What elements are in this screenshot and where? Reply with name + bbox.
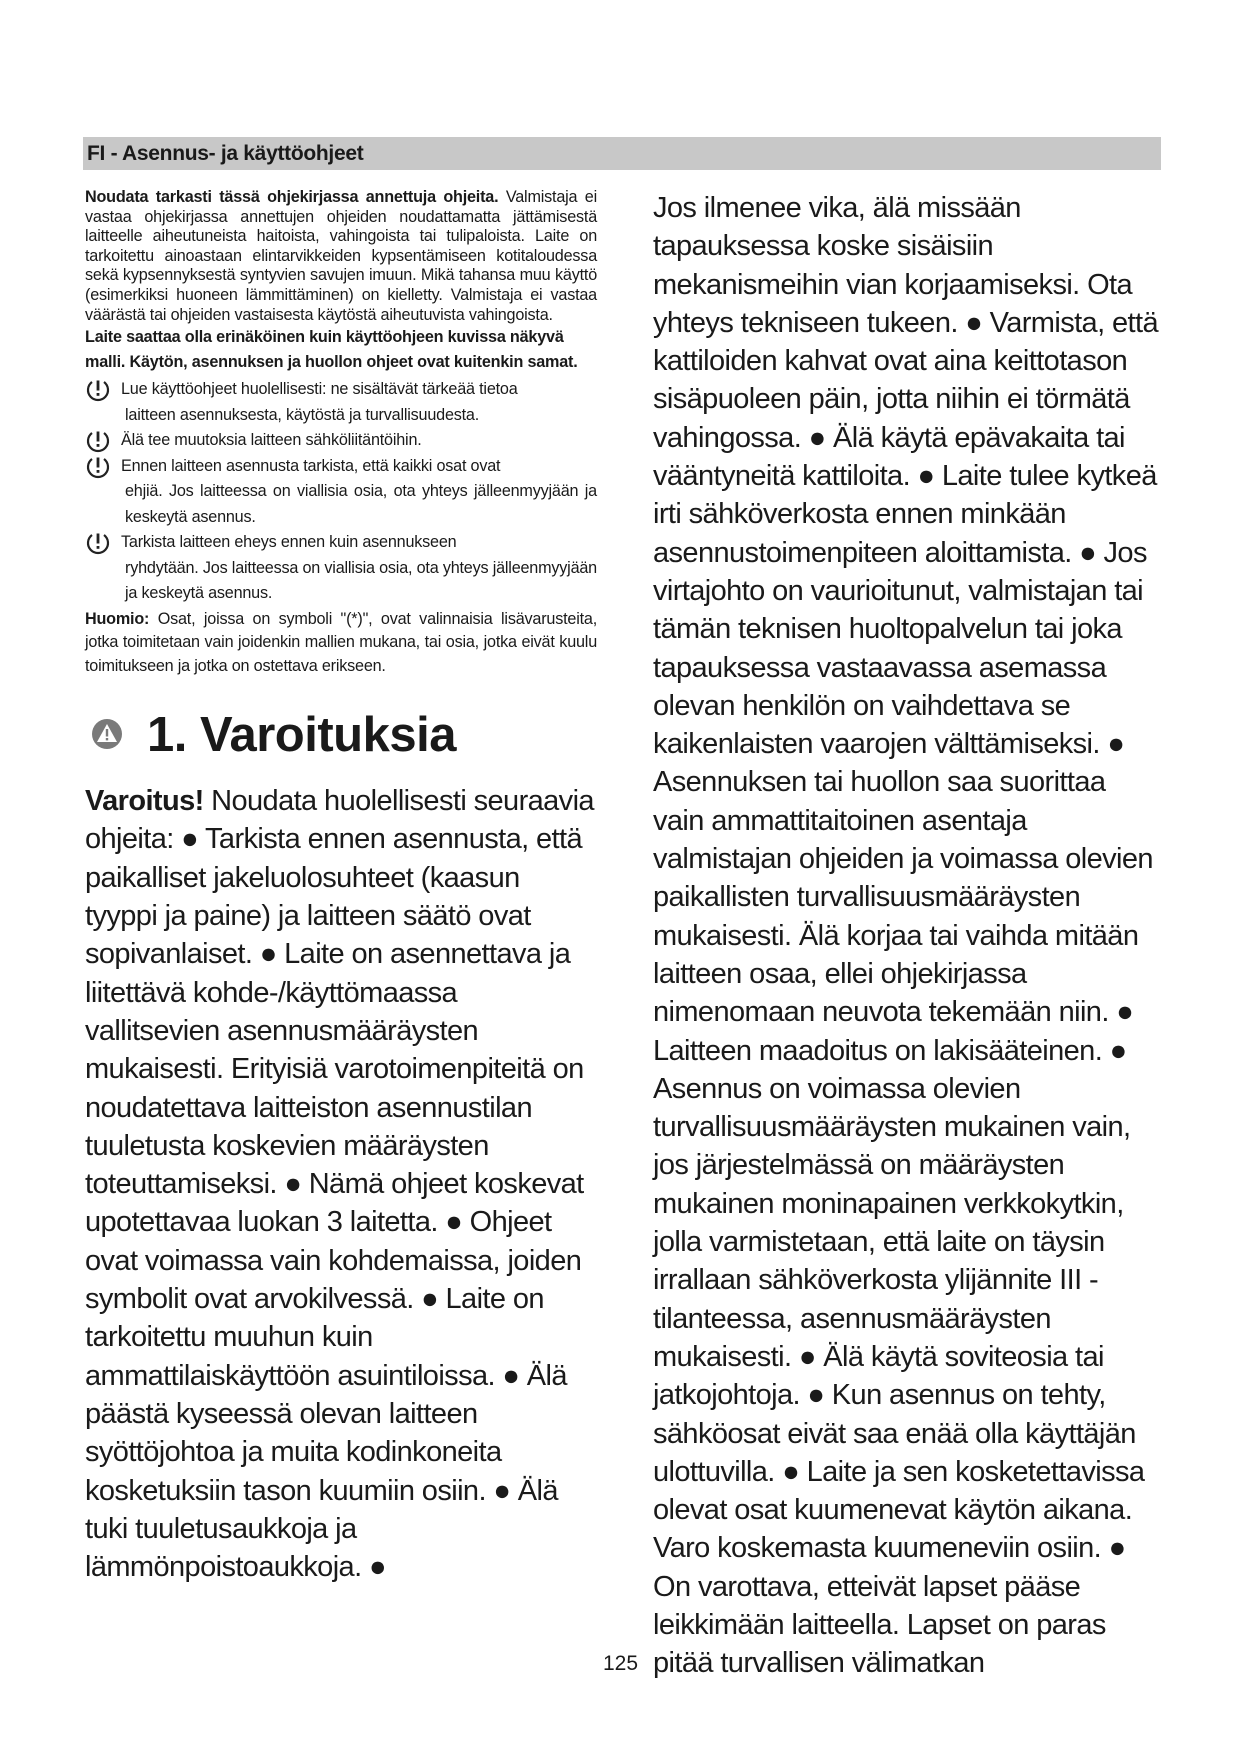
note-item — [85, 530, 597, 607]
info-icon — [85, 455, 111, 479]
page-number: 125 — [602, 1652, 639, 1675]
warnings-left-text — [85, 782, 597, 1586]
note-item — [85, 377, 597, 428]
note-line: Tarkista laitteen eheys ennen kuin asennukseen — [121, 533, 457, 552]
note-line: Älä tee muutoksia laitteen sähköliitäntöihin. — [121, 431, 422, 450]
section-title-row — [85, 700, 597, 774]
warning-icon — [91, 718, 123, 750]
info-icon — [85, 378, 111, 402]
intro-paragraph — [85, 188, 597, 325]
huomio-label: Huomio: — [85, 609, 150, 628]
intro-text: Valmistaja ei vastaa ohjekirjassa annettujen ohjeiden noudattamatta jättämisestä laitteelle aiheutuneista haitoista, vahingoista tai tulipaloista. Laite on tarkoitettu ainoastaan elintarvikkeiden kypsentämiseen kotitaloudessa sekä kypsennyksestä syntyvien savujen imuun. Mikä tahansa muu käyttö (esimerkiksi huoneen lämmittäminen) on kielletty. Valmistaja ei vastaa väärästä tai ohjeiden vastaisesta käytöstä aiheutuvista vahingoista. — [85, 188, 597, 324]
section-header-bar — [83, 137, 1161, 170]
model-note: Laite saattaa olla erinäköinen kuin käyttöohjeen kuvissa näkyvä malli. Käytön, asennuksen ja huollon ohjeet ovat kuitenkin samat. — [85, 328, 578, 372]
note-cont: ryhdytään. Jos laitteessa on viallisia osia, ota yhteys jälleenmyyjään ja keskeytä asennus. — [125, 558, 597, 603]
note-line: Ennen laitteen asennusta tarkista, että kaikki osat ovat — [121, 456, 501, 475]
left-column — [85, 188, 597, 1586]
right-column — [653, 189, 1161, 1683]
header-title: FI - Asennus- ja käyttöohjeet — [87, 142, 364, 165]
huomio-paragraph — [85, 608, 597, 679]
info-icon — [85, 429, 111, 453]
intro-bold-lead: Noudata tarkasti tässä ohjekirjassa annettuja ohjeita. — [85, 188, 499, 206]
info-icon — [85, 531, 111, 555]
section-title: 1. Varoituksia — [147, 708, 456, 763]
note-cont: ehjiä. Jos laitteessa on viallisia osia, ota yhteys jälleenmyyjään ja keskeytä asennus. — [125, 482, 597, 526]
note-cont: laitteen asennuksesta, käytöstä ja turvallisuudesta. — [125, 405, 480, 424]
warnings-left-body: Noudata huolellisesti seuraavia ohjeita: ● Tarkista ennen asennusta, että paikalliset jakeluolosuhteet (kaasun tyyppi ja paine) ja laitteen säätö ovat sopivanlaiset. ● Laite on asennettava ja liitettävä kohde-/käyttömaassa vallitsevien asennusmääräysten mukaisesti. Erityisiä varotoimenpiteitä on noudatettava laitteiston asennustilan tuuletusta koskevien määräysten toteuttamiseksi. ● Nämä ohjeet koskevat upotettavaa luokan 3 laitetta. ● Ohjeet ovat voimassa vain kohdemaissa, joiden symbolit ovat arvokilvessä. ● Laite on tarkoitettu muuhun kuin ammattilaiskäyttöön asuintiloissa. ● Älä päästä kyseessä olevan laitteen syöttöjohtoa ja muita kodinkoneita kosketuksiin tason kuumiin osiin. ● Älä tuki tuuletusaukkoja ja lämmönpoistoaukkoja. ● — [85, 785, 594, 1584]
warning-label: Varoitus! — [85, 785, 204, 818]
note-item — [85, 428, 597, 454]
warnings-right-text: Jos ilmenee vika, älä missään tapauksessa koske sisäisiin mekanismeihin vian korjaamiseksi. Ota yhteys tekniseen tukeen. ● Varmista, että kattiloiden kahvat ovat aina keittotason sisäpuoleen päin, jotta niihin ei törmätä vahingossa. ● Älä käytä epävakaita tai vääntyneitä kattiloita. ● Laite tulee kytkeä irti sähköverkosta ennen minkään asennustoimenpiteen aloittamista. ● Jos virtajohto on vaurioitunut, valmistajan tai tämän teknisen huoltopalvelun tai joka tapauksessa vastaavassa asemassa olevan henkilön on vaihdettava se kaikenlaisten vaarojen välttämiseksi. ● Asennuksen tai huollon saa suorittaa vain ammattitaitoinen asentaja valmistajan ohjeiden ja voimassa olevien paikallisten turvallisuusmääräysten mukaisesti. Älä korjaa tai vaihda mitään laitteen osaa, ellei ohjekirjassa nimenomaan neuvota tekemään niin. ● Laitteen maadoitus on lakisääteinen. ● Asennus on voimassa olevien turvallisuusmääräysten mukainen vain, jos järjestelmässä on määräysten mukainen moninapainen verkkokytkin, jolla varmistetaan, että laite on täysin irrallaan sähköverkosta ylijännite III -tilanteessa, asennusmääräysten mukaisesti. ● Älä käytä soviteosia tai jatkojohtoja. ● Kun asennus on tehty, sähköosat eivät saa enää olla käyttäjän ulottuvilla. ● Laite ja sen kosketettavissa olevat osat kuumenevat käytön aikana. Varo koskemasta kuumeneviin osiin. ● On varottava, etteivät lapset pääse leikkimään laitteella. Lapset on paras pitää turvallisen välimatkan — [653, 192, 1158, 1680]
huomio-text: Osat, joissa on symboli "(*)", ovat valinnaisia lisävarusteita, jotka toimitetaan vain joidenkin mallien mukana, tai osia, jotka eivät kuulu toimitukseen ja jotka on ostettava erikseen. — [85, 609, 597, 675]
note-line: Lue käyttöohjeet huolellisesti: ne sisältävät tärkeää tietoa — [121, 380, 518, 399]
note-item — [85, 454, 597, 531]
